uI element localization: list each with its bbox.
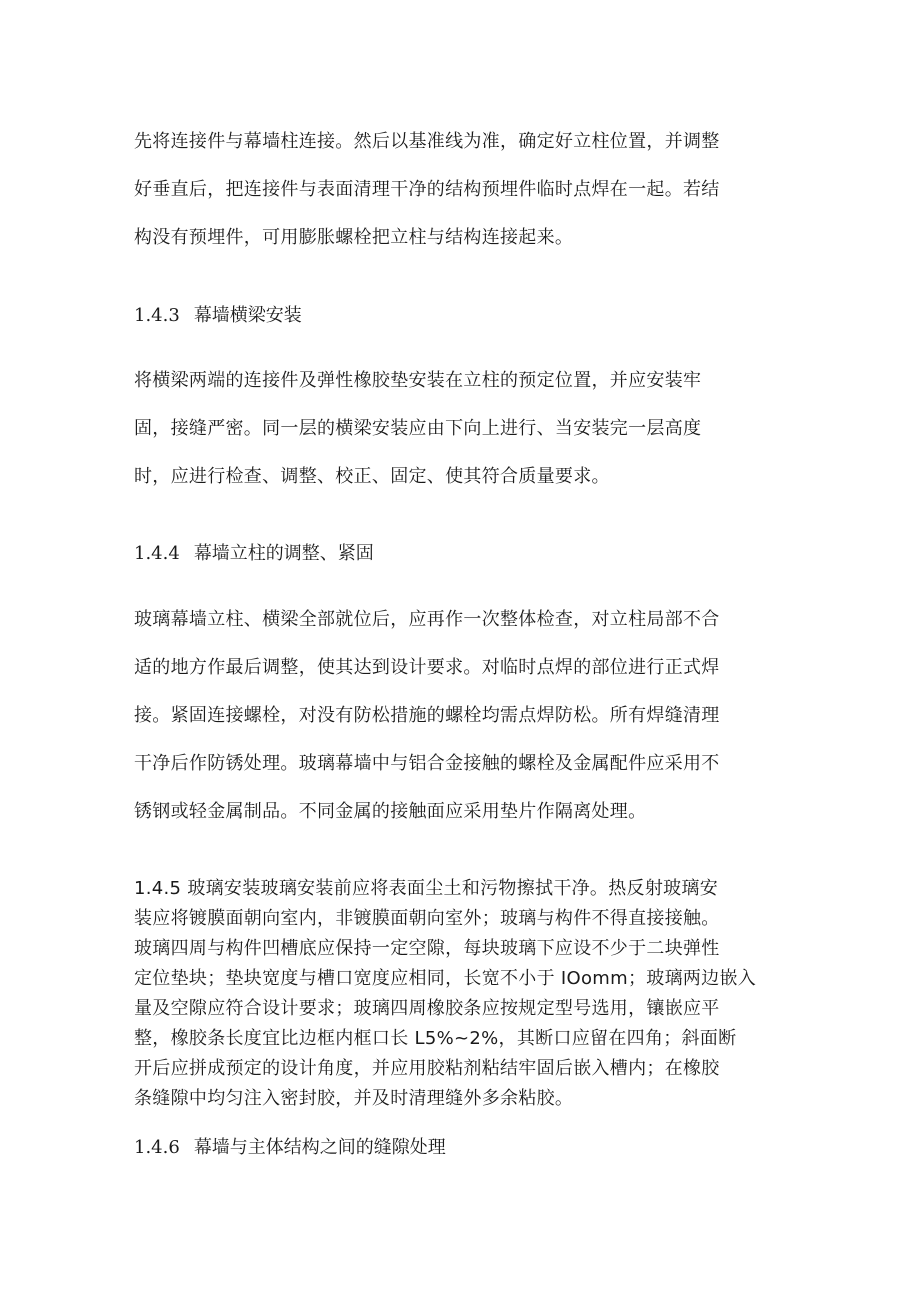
- text-line: 适的地方作最后调整，使其达到设计要求。对临时点焊的部位进行正式焊: [134, 657, 720, 678]
- paragraph-glass-install: [134, 874, 786, 1114]
- text-line: 好垂直后，把连接件与表面清理干净的结构预埋件临时点焊在一起。若结: [134, 179, 720, 200]
- text-line: 量及空隙应符合设计要求；玻璃四周橡胶条应按规定型号选用，镶嵌应平: [134, 998, 720, 1019]
- text-line: 整，橡胶条长度宜比边框内框口长 L5%~2%，其断口应留在四角；斜面断: [134, 1028, 737, 1049]
- section-number: 1.4.3: [134, 305, 180, 326]
- text-line: 固，接缝严密。同一层的横梁安装应由下向上进行、当安装完一层高度: [134, 418, 702, 439]
- text-line: 定位垫块；垫块宽度与槽口宽度应相同，长宽不小于 IOomm；玻璃两边嵌入: [134, 968, 757, 989]
- text-line: 时，应进行检查、调整、校正、固定、使其符合质量要求。: [134, 466, 610, 487]
- section-title: 幕墙与主体结构之间的缝隙处理: [193, 1137, 446, 1158]
- text-line: 将横梁两端的连接件及弹性橡胶垫安装在立柱的预定位置，并应安装牢: [134, 370, 702, 391]
- text-line: 1.4.5 玻璃安装玻璃安装前应将表面尘土和污物擦拭干净。热反射玻璃安: [134, 878, 719, 899]
- section-heading-1-4-6: [134, 1133, 446, 1163]
- text-line: 玻璃幕墙立柱、横梁全部就位后，应再作一次整体检查，对立柱局部不合: [134, 609, 720, 630]
- section-title: 幕墙横梁安装: [193, 305, 302, 326]
- text-line: 锈钢或轻金属制品。不同金属的接触面应采用垫片作隔离处理。: [134, 801, 647, 822]
- text-line: 装应将镀膜面朝向室内，非镀膜面朝向室外；玻璃与构件不得直接接触。: [134, 908, 720, 929]
- paragraph-beam-install: [134, 357, 786, 501]
- text-line: 开后应拼成预定的设计角度，并应用胶粘剂粘结牢固后嵌入槽内；在橡胶: [134, 1058, 720, 1079]
- section-title: 幕墙立柱的调整、紧固: [193, 543, 374, 564]
- text-line: 构没有预埋件，可用膨胀螺栓把立柱与结构连接起来。: [134, 227, 574, 248]
- paragraph-column-fixing: [134, 118, 786, 262]
- section-number: 1.4.4: [134, 543, 180, 564]
- text-line: 接。紧固连接螺栓，对没有防松措施的螺栓均需点焊防松。所有焊缝清理: [134, 705, 720, 726]
- section-heading-1-4-3: [134, 301, 302, 331]
- section-number: 1.4.6: [134, 1137, 180, 1158]
- text-line: 干净后作防锈处理。玻璃幕墙中与铝合金接触的螺栓及金属配件应采用不: [134, 753, 720, 774]
- text-line: 玻璃四周与构件凹槽底应保持一定空隙，每块玻璃下应设不少于二块弹性: [134, 938, 720, 959]
- paragraph-column-adjust: [134, 596, 786, 836]
- text-line: 先将连接件与幕墙柱连接。然后以基准线为准，确定好立柱位置，并调整: [134, 131, 720, 152]
- section-heading-1-4-4: [134, 539, 374, 569]
- text-line: 条缝隙中均匀注入密封胶，并及时清理缝外多余粘胶。: [134, 1088, 574, 1109]
